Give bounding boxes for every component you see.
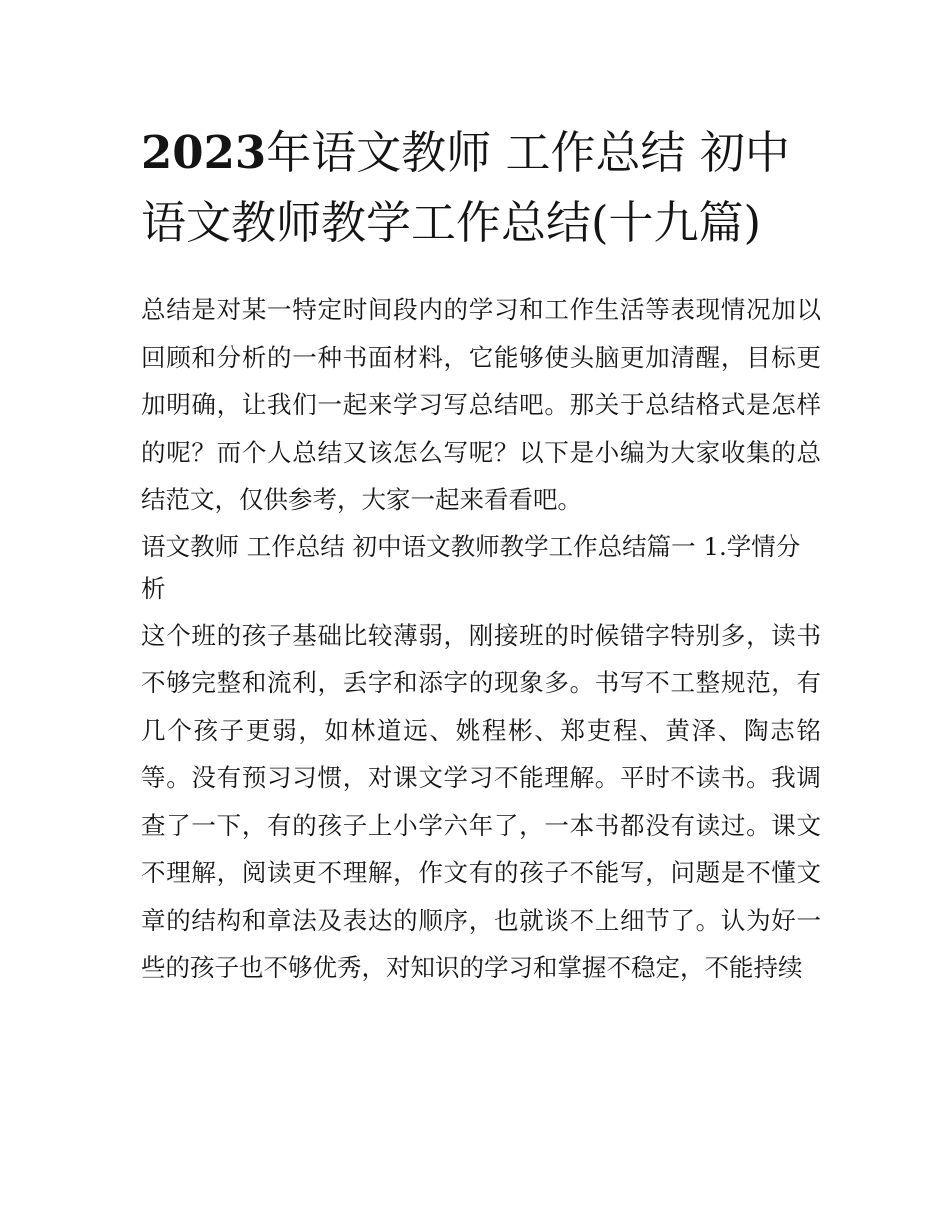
body-paragraph: 这个班的孩子基础比较薄弱，刚接班的时候错字特别多，读书不够完整和流利，丢字和添字的现象多。书写不工整规范，有几个孩子更弱，如林道远、姚程彬、郑吏程、黄泽、陶志铭等。没有预习习惯，对课文学习不能理解。平时不读书。我调查了一下，有的孩子上小学六年了，一本书都没有读过。课文不理解，阅读更不理解，作文有的孩子不能写，问题是不懂文章的结构和章法及表达的顺序，也就谈不上细节了。认为好一些的孩子也不够优秀，对知识的学习和掌握不稳定，不能持续 (141, 620, 821, 982)
intro-paragraph: 总结是对某一特定时间段内的学习和工作生活等表现情况加以回顾和分析的一种书面材料，它能够使头脑更加清醒，目标更加明确，让我们一起来学习写总结吧。那关于总结格式是怎样的呢？而个人总结又该怎么写呢？以下是小编为大家收集的总结范文，仅供参考，大家一起来看看吧。 (141, 295, 821, 514)
section-heading: 语文教师 工作总结 初中语文教师教学工作总结篇一 1.学情分析 (141, 531, 801, 603)
document-page (141, 118, 821, 992)
title-text: 年语文教师 工作总结 初中语文教师教学工作总结(十九篇) (141, 126, 790, 249)
title-year: 2023 (141, 126, 267, 179)
document-title (141, 118, 821, 258)
